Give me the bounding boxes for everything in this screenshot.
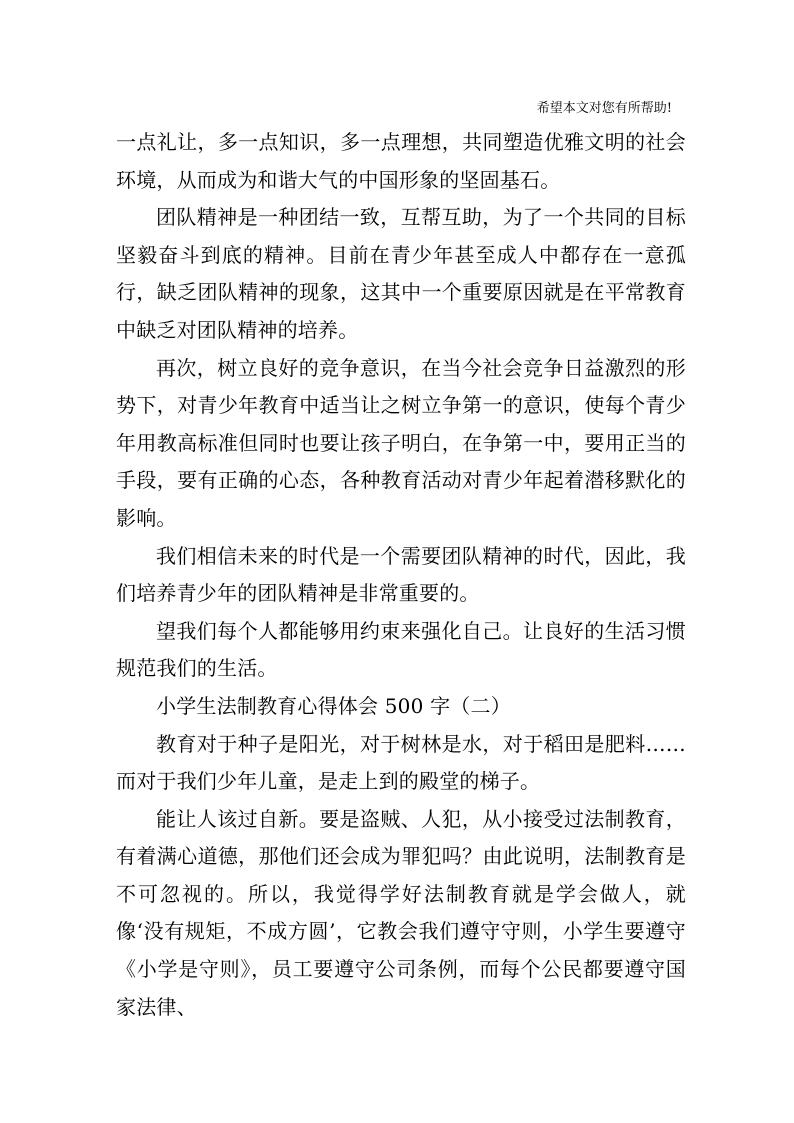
paragraph-6: 教育对于种子是阳光，对于树林是水，对于稻田是肥料……而对于我们少年儿童，是走上到的殿堂的梯子。 <box>116 731 686 794</box>
header-note: 希望本文对您有所帮助! <box>536 101 672 116</box>
paragraph-5: 望我们每个人都能够用约束来强化自己。让良好的生活习惯规范我们的生活。 <box>116 618 686 681</box>
paragraph-7: 能让人该过自新。要是盗贼、人犯，从小接受过法制教育，有着满心道德，那他们还会成为罪犯吗？由此说明，法制教育是不可忽视的。所以，我觉得学好法制教育就是学会做人，就像‘没有规矩，不成方圆’，它教会我们遵守守则，小学生要遵守《小学是守则》，员工要遵守公司条例，而每个公民都要遵守国家法律、 <box>116 806 686 1019</box>
document-body <box>116 124 686 1026</box>
section-heading: 小学生法制教育心得体会 500 字（二） <box>156 693 511 718</box>
paragraph-4: 我们相信未来的时代是一个需要团队精神的时代，因此，我们培养青少年的团队精神是非常重要的。 <box>116 543 686 606</box>
paragraph-1: 一点礼让，多一点知识，多一点理想，共同塑造优雅文明的社会环境，从而成为和谐大气的中国形象的坚固基石。 <box>116 130 686 192</box>
paragraph-2: 团队精神是一种团结一致，互帮互助，为了一个共同的目标坚毅奋斗到底的精神。目前在青少年甚至成人中都存在一意孤行，缺乏团队精神的现象，这其中一个重要原因就是在平常教育中缺乏对团队精神的培养。 <box>116 205 686 342</box>
paragraph-3: 再次，树立良好的竞争意识，在当今社会竞争日益激烈的形势下，对青少年教育中适当让之树立争第一的意识，使每个青少年用教高标准但同时也要让孩子明白，在争第一中，要用正当的手段，要有正确的心态，各种教育活动对青少年起着潜移默化的影响。 <box>116 355 686 530</box>
